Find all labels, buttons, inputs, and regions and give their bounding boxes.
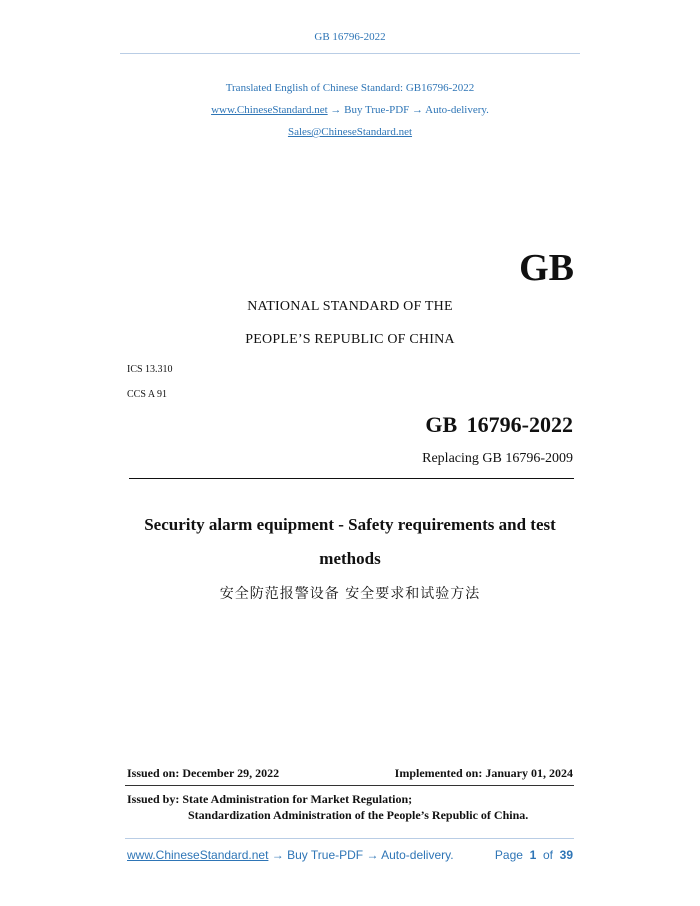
national-standard-line-1: NATIONAL STANDARD OF THE	[247, 299, 453, 314]
footer-site-link[interactable]: www.ChineseStandard.net	[127, 848, 269, 862]
footer-text: → Buy True-PDF → Auto-delivery.	[268, 848, 454, 862]
document-title-line-1: Security alarm equipment - Safety requirements and test	[144, 515, 556, 534]
header-divider	[120, 53, 580, 54]
promo-site-link[interactable]: www.ChineseStandard.net	[211, 104, 328, 116]
gb-logo: GB	[519, 247, 574, 289]
promo-block	[0, 77, 700, 143]
promo-line-2	[0, 99, 700, 121]
running-header: GB 16796-2022	[314, 31, 386, 43]
promo-line-3	[0, 121, 700, 143]
promo-email-link[interactable]: Sales@ChineseStandard.net	[287, 126, 413, 138]
promo-line-2-text: → Buy True-PDF → Auto-delivery.	[327, 104, 489, 116]
footer-divider	[125, 838, 574, 839]
title-divider	[129, 478, 574, 479]
page-of: of	[542, 848, 553, 862]
ccs-code: CCS A 91	[127, 389, 168, 400]
page-footer	[127, 848, 573, 862]
national-standard-line-2: PEOPLE’S REPUBLIC OF CHINA	[245, 332, 455, 347]
ics-code: ICS 13.310	[127, 364, 173, 375]
replacing-note: Replacing GB 16796-2009	[422, 451, 573, 466]
issued-on-date: Issued on: December 29, 2022	[127, 766, 280, 780]
standard-number: GB 16796-2022	[425, 412, 573, 437]
issued-by-line-2: Standardization Administration of the People’s Republic of China.	[188, 808, 529, 822]
page-indicator	[495, 848, 573, 862]
issued-by-line-1: Issued by: State Administration for Market Regulation;	[127, 792, 413, 806]
document-title-chinese: 安全防范报警设备 安全要求和试验方法	[219, 586, 481, 602]
page-current: 1	[529, 848, 537, 862]
page-total: 39	[559, 848, 573, 862]
page-label: Page	[494, 848, 523, 862]
implemented-on-date: Implemented on: January 01, 2024	[394, 766, 573, 780]
dates-divider	[125, 785, 574, 786]
promo-line-1: Translated English of Chinese Standard: GB16796-2022	[225, 82, 475, 94]
document-title-line-2: methods	[319, 549, 381, 568]
